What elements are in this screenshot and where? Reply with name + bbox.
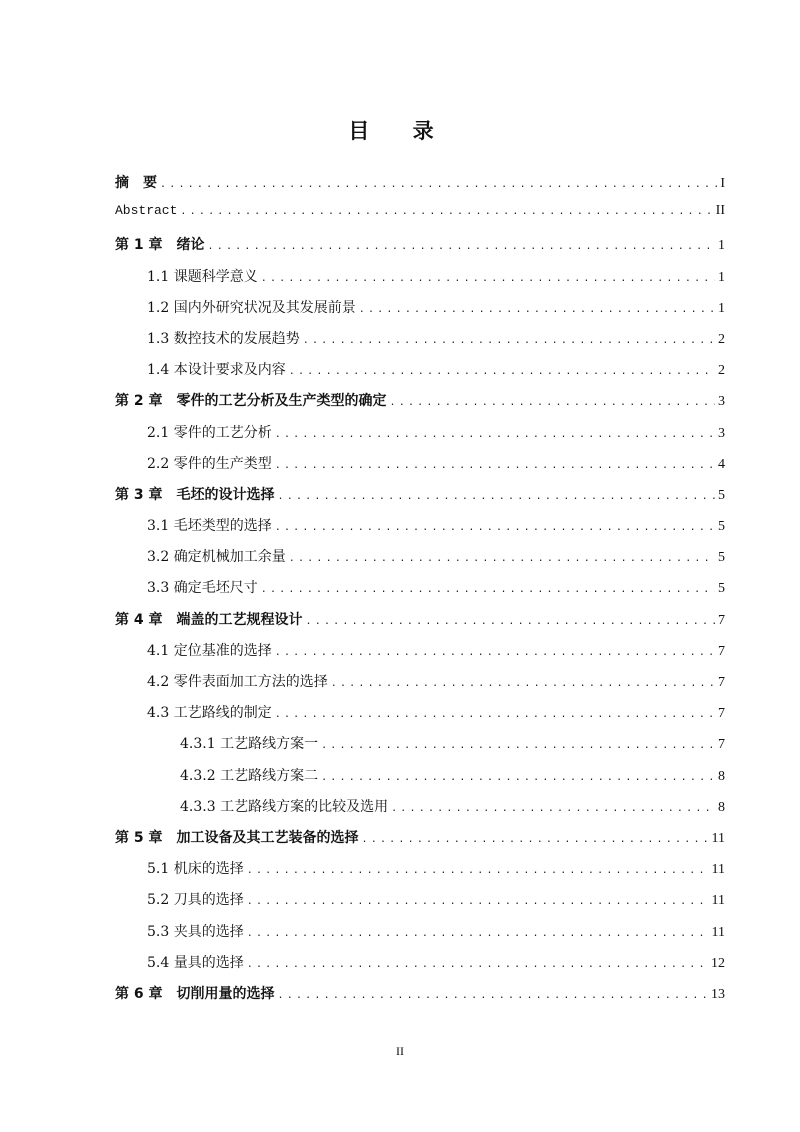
toc-entry-label: 2.2 零件的生产类型 [147, 455, 272, 472]
toc-entry[interactable] [115, 515, 725, 546]
toc-entry-page: 4 [718, 456, 725, 472]
toc-entry[interactable] [115, 328, 725, 359]
toc-entry-label: 3.1 毛坯类型的选择 [147, 518, 272, 535]
toc-entry[interactable] [115, 733, 725, 764]
toc-entry-page: 7 [718, 737, 725, 753]
toc-entry-page: 5 [718, 581, 725, 597]
toc-entry-label: 第 2 章 零件的工艺分析及生产类型的确定 [115, 393, 387, 410]
toc-entry-label: 第 6 章 切削用量的选择 [115, 985, 275, 1002]
toc-entry-page: 8 [718, 768, 725, 784]
toc-entry[interactable] [115, 546, 725, 577]
toc-entry-label: Abstract [115, 203, 178, 219]
toc-entry[interactable] [115, 952, 725, 983]
toc-entry-page: 5 [718, 550, 725, 566]
toc-entry-page: 3 [718, 425, 725, 441]
toc-entry-label: 4.3.2 工艺路线方案二 [180, 767, 319, 784]
toc-entry[interactable] [115, 796, 725, 827]
toc-entry-label: 第 5 章 加工设备及其工艺装备的选择 [115, 829, 359, 846]
toc-entry[interactable] [115, 889, 725, 920]
toc-entry[interactable] [115, 422, 725, 453]
toc-entry[interactable] [115, 234, 725, 265]
toc-entry-label: 1.3 数控技术的发展趋势 [147, 330, 300, 347]
toc-entry-page: 2 [718, 331, 725, 347]
dot-leader [289, 366, 715, 377]
toc-entry-label: 4.3 工艺路线的制定 [147, 705, 272, 722]
toc-entry-page: 7 [718, 643, 725, 659]
toc-entry-page: 13 [711, 986, 725, 1002]
toc-entry-page: 7 [718, 612, 725, 628]
toc-entry-label: 1.1 课题科学意义 [147, 268, 258, 285]
dot-leader [390, 397, 716, 408]
toc-entry-label: 5.3 夹具的选择 [147, 923, 244, 940]
toc-entry-page: 12 [711, 955, 725, 971]
toc-entry-page: 5 [718, 487, 725, 503]
toc-entry[interactable] [115, 484, 725, 515]
table-of-contents [115, 172, 725, 1014]
toc-entry[interactable] [115, 921, 725, 952]
toc-entry[interactable] [115, 203, 725, 234]
toc-entry-label: 5.4 量具的选择 [147, 954, 244, 971]
toc-entry-page: 5 [718, 519, 725, 535]
toc-entry[interactable] [115, 765, 725, 796]
dot-leader [278, 491, 716, 502]
toc-entry-label: 1.2 国内外研究状况及其发展前景 [147, 299, 356, 316]
dot-leader [180, 206, 712, 217]
toc-entry-page: 11 [711, 893, 725, 909]
dot-leader [306, 616, 716, 627]
dot-leader [331, 678, 715, 689]
toc-entry[interactable] [115, 983, 725, 1014]
toc-entry[interactable] [115, 671, 725, 702]
toc-entry-page: 11 [711, 830, 725, 846]
dot-leader [362, 834, 709, 845]
toc-entry-page: II [715, 203, 725, 219]
dot-leader [321, 772, 715, 783]
dot-leader [275, 460, 715, 471]
toc-entry[interactable] [115, 609, 725, 640]
toc-entry-label: 5.2 刀具的选择 [147, 892, 244, 909]
toc-entry-label: 4.1 定位基准的选择 [147, 642, 272, 659]
toc-entry-page: 11 [711, 862, 725, 878]
dot-leader [275, 709, 715, 720]
toc-entry-page: 2 [718, 363, 725, 379]
toc-entry-page: 1 [718, 269, 725, 285]
toc-entry[interactable] [115, 640, 725, 671]
dot-leader [160, 179, 717, 190]
page-number: II [396, 1044, 404, 1058]
toc-entry-page: 3 [718, 394, 725, 410]
toc-entry-label: 第 3 章 毛坯的设计选择 [115, 486, 275, 503]
toc-entry[interactable] [115, 172, 725, 203]
toc-entry[interactable] [115, 359, 725, 390]
toc-entry-label: 4.3.1 工艺路线方案一 [180, 736, 319, 753]
toc-entry-label: 4.3.3 工艺路线方案的比较及选用 [180, 798, 389, 815]
toc-entry[interactable] [115, 858, 725, 889]
toc-entry-page: 1 [718, 300, 725, 316]
toc-entry-label: 1.4 本设计要求及内容 [147, 362, 286, 379]
toc-entry-label: 5.1 机床的选择 [147, 861, 244, 878]
dot-leader [321, 740, 715, 751]
toc-entry[interactable] [115, 827, 725, 858]
dot-leader [275, 647, 715, 658]
toc-entry[interactable] [115, 297, 725, 328]
dot-leader [391, 803, 715, 814]
dot-leader [247, 959, 708, 970]
toc-entry-page: I [720, 176, 725, 191]
toc-entry-page: 1 [718, 238, 725, 254]
toc-entry[interactable] [115, 702, 725, 733]
dot-leader [247, 865, 709, 876]
dot-leader [247, 896, 709, 907]
toc-entry-label: 3.2 确定机械加工余量 [147, 549, 286, 566]
toc-entry-page: 7 [718, 675, 725, 690]
dot-leader [278, 990, 709, 1001]
dot-leader [261, 273, 715, 284]
toc-entry[interactable] [115, 266, 725, 297]
dot-leader [275, 522, 715, 533]
toc-entry-label: 3.3 确定毛坯尺寸 [147, 580, 258, 597]
toc-entry[interactable] [115, 390, 725, 421]
toc-entry-page: 7 [718, 706, 725, 722]
page-title: 目 录 [348, 119, 452, 143]
dot-leader [208, 241, 716, 252]
toc-entry[interactable] [115, 577, 725, 608]
toc-entry-page: 11 [711, 924, 725, 940]
toc-entry-label: 第 1 章 绪论 [115, 237, 205, 254]
toc-entry-label: 摘 要 [115, 175, 157, 191]
toc-entry-label: 4.2 零件表面加工方法的选择 [147, 674, 328, 690]
toc-entry[interactable] [115, 453, 725, 484]
toc-entry-page: 8 [718, 799, 725, 815]
dot-leader [303, 335, 715, 346]
dot-leader [275, 429, 715, 440]
toc-entry-label: 第 4 章 端盖的工艺规程设计 [115, 611, 303, 628]
dot-leader [289, 553, 715, 564]
dot-leader [359, 304, 715, 315]
toc-entry-label: 2.1 零件的工艺分析 [147, 424, 272, 441]
dot-leader [261, 584, 715, 595]
dot-leader [247, 928, 709, 939]
